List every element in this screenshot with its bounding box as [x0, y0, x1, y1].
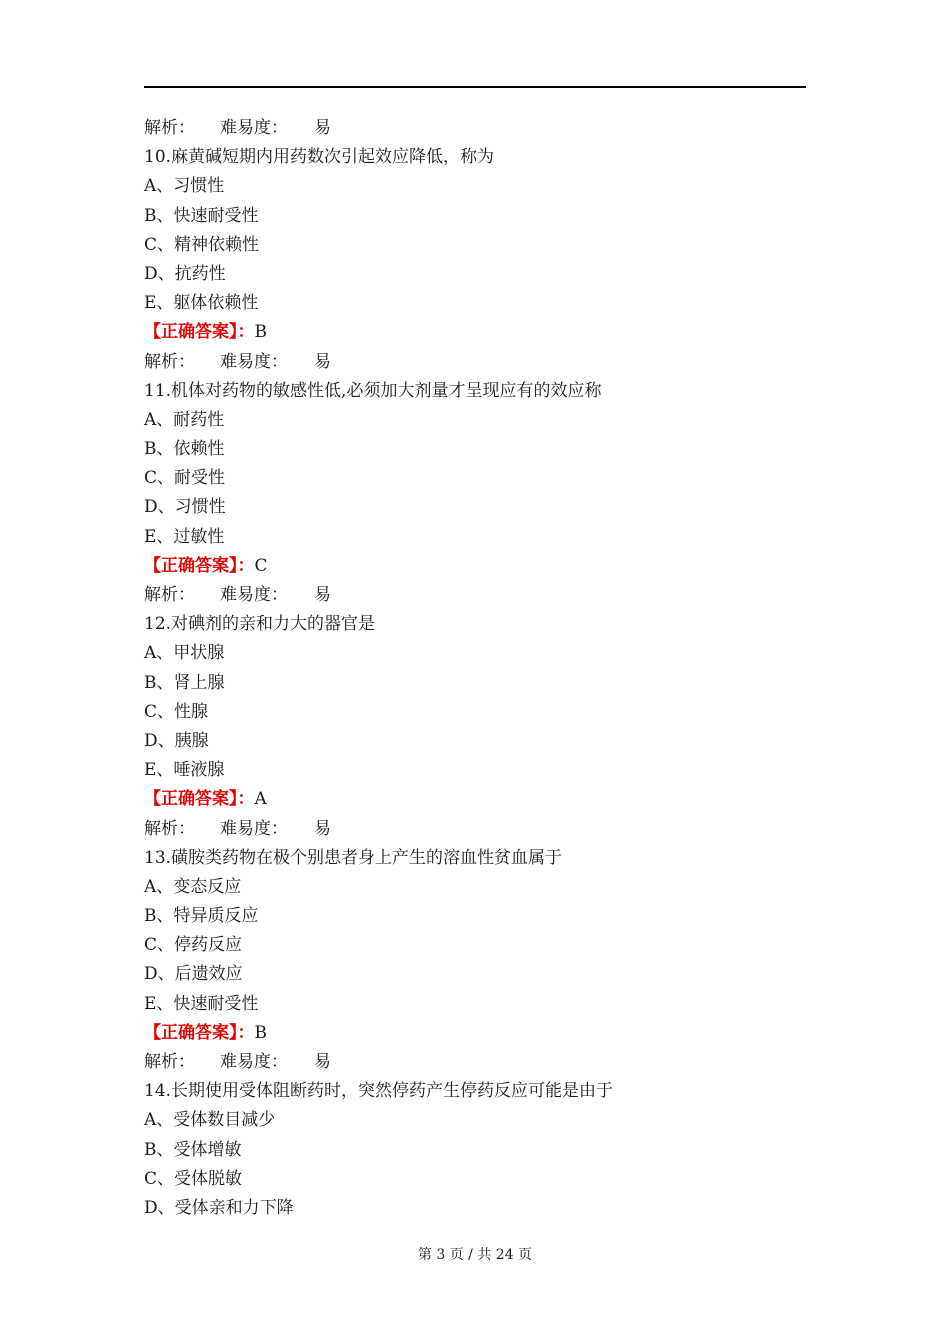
page-footer: 第 3 页 / 共 24 页 [417, 1247, 533, 1263]
answer-line [144, 552, 806, 581]
option: A、变态反应 [144, 876, 242, 897]
difficulty-value: 易 [314, 118, 331, 138]
option: B、依赖性 [144, 439, 225, 460]
difficulty-label: 难易度： [220, 118, 288, 138]
question-block [144, 610, 806, 844]
analysis-label: 解析： [144, 351, 195, 372]
question-stem: 10.麻黄碱短期内用药数次引起效应降低，称为 [144, 147, 495, 168]
option: E、唾液腺 [144, 760, 225, 781]
answer-line [144, 1019, 806, 1048]
analysis-line [144, 114, 806, 143]
option: C、受体脱敏 [144, 1168, 243, 1189]
difficulty-label: 难易度： [220, 351, 288, 372]
difficulty-label: 难易度： [220, 818, 288, 839]
answer-tag: 【正确答案】： [144, 322, 255, 343]
analysis-line [144, 348, 806, 377]
option: D、习惯性 [144, 497, 226, 518]
option: C、性腺 [144, 701, 209, 722]
page-content [144, 114, 806, 1223]
question-block [144, 1077, 806, 1223]
question-stem: 11.机体对药物的敏感性低,必须加大剂量才呈现应有的效应称 [144, 380, 602, 401]
option: C、精神依赖性 [144, 234, 260, 255]
question-block [144, 377, 806, 611]
option: B、受体增敏 [144, 1139, 242, 1160]
option: B、快速耐受性 [144, 205, 259, 226]
header-rule [144, 86, 806, 88]
analysis-label: 解析： [144, 1052, 195, 1072]
option: A、习惯性 [144, 176, 225, 197]
option: A、受体数目减少 [144, 1110, 276, 1131]
option: C、停药反应 [144, 935, 243, 956]
question-stem: 12.对碘剂的亲和力大的器官是 [144, 614, 376, 635]
answer-tag: 【正确答案】： [144, 555, 255, 576]
option: E、过敏性 [144, 526, 225, 547]
option: E、快速耐受性 [144, 993, 259, 1014]
question-stem: 13.磺胺类药物在极个别患者身上产生的溶血性贫血属于 [144, 847, 563, 868]
difficulty-value: 易 [314, 585, 331, 605]
analysis-label: 解析： [144, 585, 195, 605]
analysis-line [144, 581, 806, 610]
answer-value: B [254, 322, 267, 343]
answer-line [144, 318, 806, 347]
answer-line [144, 785, 806, 814]
question-stem: 14.长期使用受体阻断药时，突然停药产生停药反应可能是由于 [144, 1081, 614, 1102]
analysis-label: 解析： [144, 118, 195, 138]
difficulty-label: 难易度： [220, 1052, 288, 1072]
answer-value: B [254, 1022, 267, 1043]
difficulty-label: 难易度： [220, 585, 288, 605]
difficulty-value: 易 [314, 1052, 331, 1072]
analysis-label: 解析： [144, 818, 195, 839]
difficulty-value: 易 [314, 351, 331, 372]
option: A、耐药性 [144, 409, 225, 430]
difficulty-value: 易 [314, 818, 331, 839]
option: D、受体亲和力下降 [144, 1197, 294, 1218]
option: B、肾上腺 [144, 672, 225, 693]
answer-value: C [254, 555, 268, 576]
option: C、耐受性 [144, 468, 226, 489]
answer-value: A [254, 789, 267, 810]
option: B、特异质反应 [144, 906, 259, 927]
option: E、躯体依赖性 [144, 293, 259, 314]
analysis-line [144, 1048, 806, 1077]
analysis-line [144, 815, 806, 844]
question-block [144, 844, 806, 1078]
option: D、抗药性 [144, 263, 226, 284]
question-block [144, 143, 806, 377]
answer-tag: 【正确答案】： [144, 1022, 255, 1043]
answer-tag: 【正确答案】： [144, 789, 255, 810]
option: D、胰腺 [144, 730, 209, 751]
option: D、后遗效应 [144, 964, 243, 985]
option: A、甲状腺 [144, 643, 225, 664]
